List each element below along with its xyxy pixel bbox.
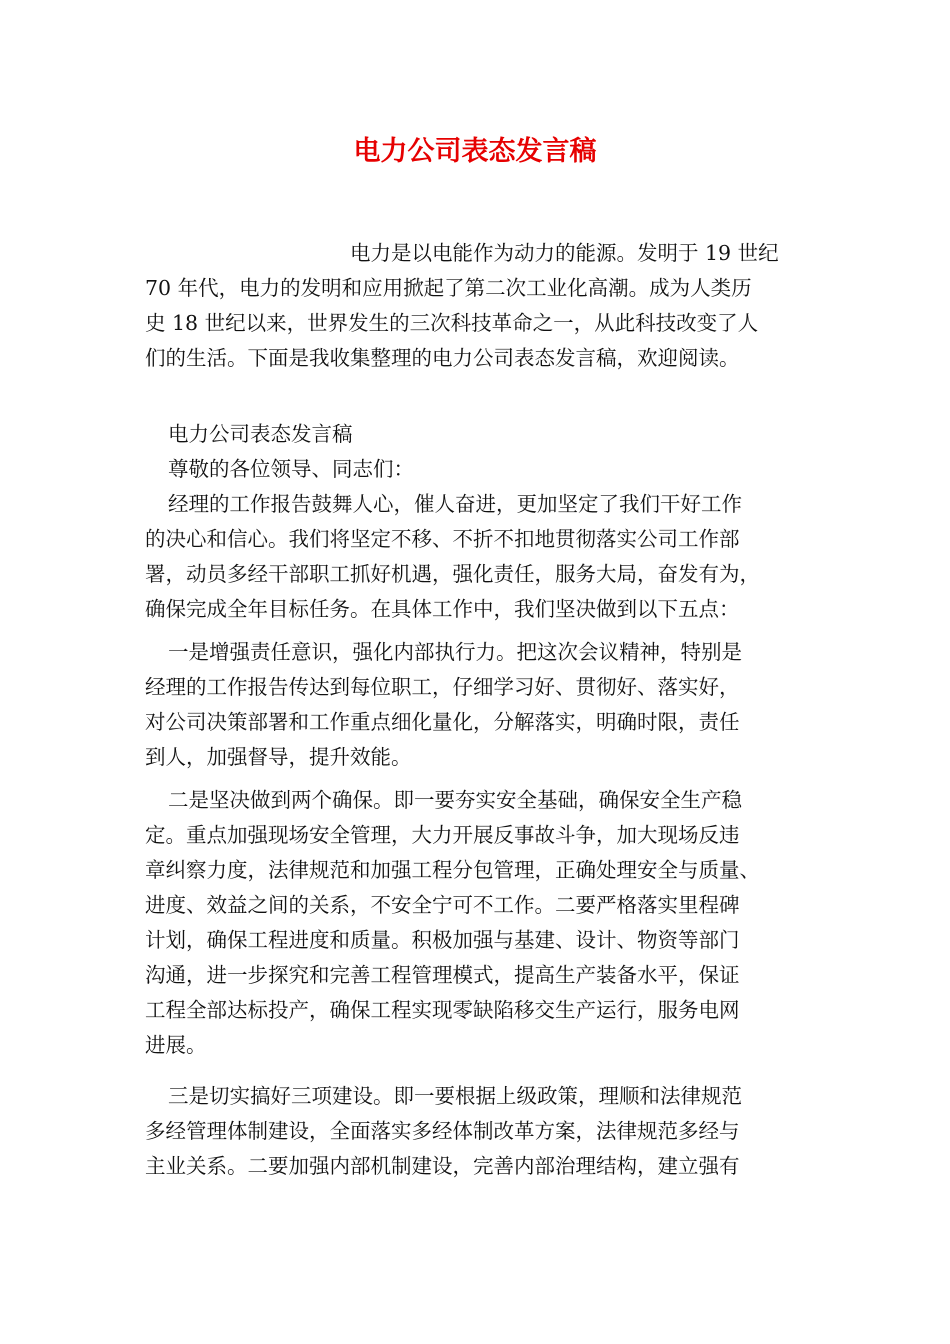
paragraph-line: 定。重点加强现场安全管理，大力开展反事故斗争，加大现场反违	[145, 823, 740, 847]
paragraph-4	[145, 1079, 825, 1184]
paragraph-line: 进展。	[145, 1033, 207, 1057]
intro-line: 们的生活。下面是我收集整理的电力公司表态发言稿，欢迎阅读。	[145, 346, 740, 370]
paragraph-line: 确保完成全年目标任务。在具体工作中，我们坚决做到以下五点：	[145, 597, 740, 621]
paragraph-line: 工程全部达标投产，确保工程实现零缺陷移交生产运行，服务电网	[145, 998, 740, 1022]
intro-line: 70 年代，电力的发明和应用掀起了第二次工业化高潮。成为人类历	[145, 276, 752, 300]
paragraph-line: 进度、效益之间的关系，不安全宁可不工作。二要严格落实里程碑	[145, 893, 740, 917]
intro-line: 史 18 世纪以来，世界发生的三次科技革命之一，从此科技改变了人	[145, 311, 759, 335]
speech-heading-block	[145, 417, 825, 487]
intro-line: 电力是以电能作为动力的能源。发明于 19 世纪	[350, 241, 779, 265]
speech-heading: 电力公司表态发言稿	[168, 422, 353, 446]
paragraph-line: 一是增强责任意识，强化内部执行力。把这次会议精神，特别是	[168, 640, 742, 664]
paragraph-line: 到人，加强督导，提升效能。	[145, 745, 412, 769]
paragraph-2	[145, 635, 825, 775]
paragraph-line: 沟通，进一步探究和完善工程管理模式，提高生产装备水平，保证	[145, 963, 740, 987]
paragraph-line: 三是切实搞好三项建设。即一要根据上级政策，理顺和法律规范	[168, 1084, 742, 1108]
paragraph-line: 多经管理体制建设，全面落实多经体制改革方案，法律规范多经与	[145, 1119, 740, 1143]
paragraph-line: 的决心和信心。我们将坚定不移、不折不扣地贯彻落实公司工作部	[145, 527, 740, 551]
paragraph-line: 经理的工作报告传达到每位职工，仔细学习好、贯彻好、落实好，	[145, 675, 740, 699]
paragraph-line: 主业关系。二要加强内部机制建设，完善内部治理结构，建立强有	[145, 1154, 740, 1178]
salutation: 尊敬的各位领导、同志们：	[168, 457, 414, 481]
paragraph-line: 对公司决策部署和工作重点细化量化，分解落实，明确时限，责任	[145, 710, 740, 734]
paragraph-line: 二是坚决做到两个确保。即一要夯实安全基础，确保安全生产稳	[168, 788, 742, 812]
paragraph-3	[145, 783, 825, 1063]
paragraph-line: 署，动员多经干部职工抓好机遇，强化责任，服务大局，奋发有为，	[145, 562, 760, 586]
document-title: 电力公司表态发言稿	[353, 136, 597, 167]
paragraph-1	[145, 487, 825, 627]
paragraph-line: 章纠察力度，法律规范和加强工程分包管理，正确处理安全与质量、	[145, 858, 760, 882]
intro-paragraph	[145, 236, 825, 376]
paragraph-line: 计划，确保工程进度和质量。积极加强与基建、设计、物资等部门	[145, 928, 740, 952]
paragraph-line: 经理的工作报告鼓舞人心，催人奋进，更加坚定了我们干好工作	[168, 492, 742, 516]
